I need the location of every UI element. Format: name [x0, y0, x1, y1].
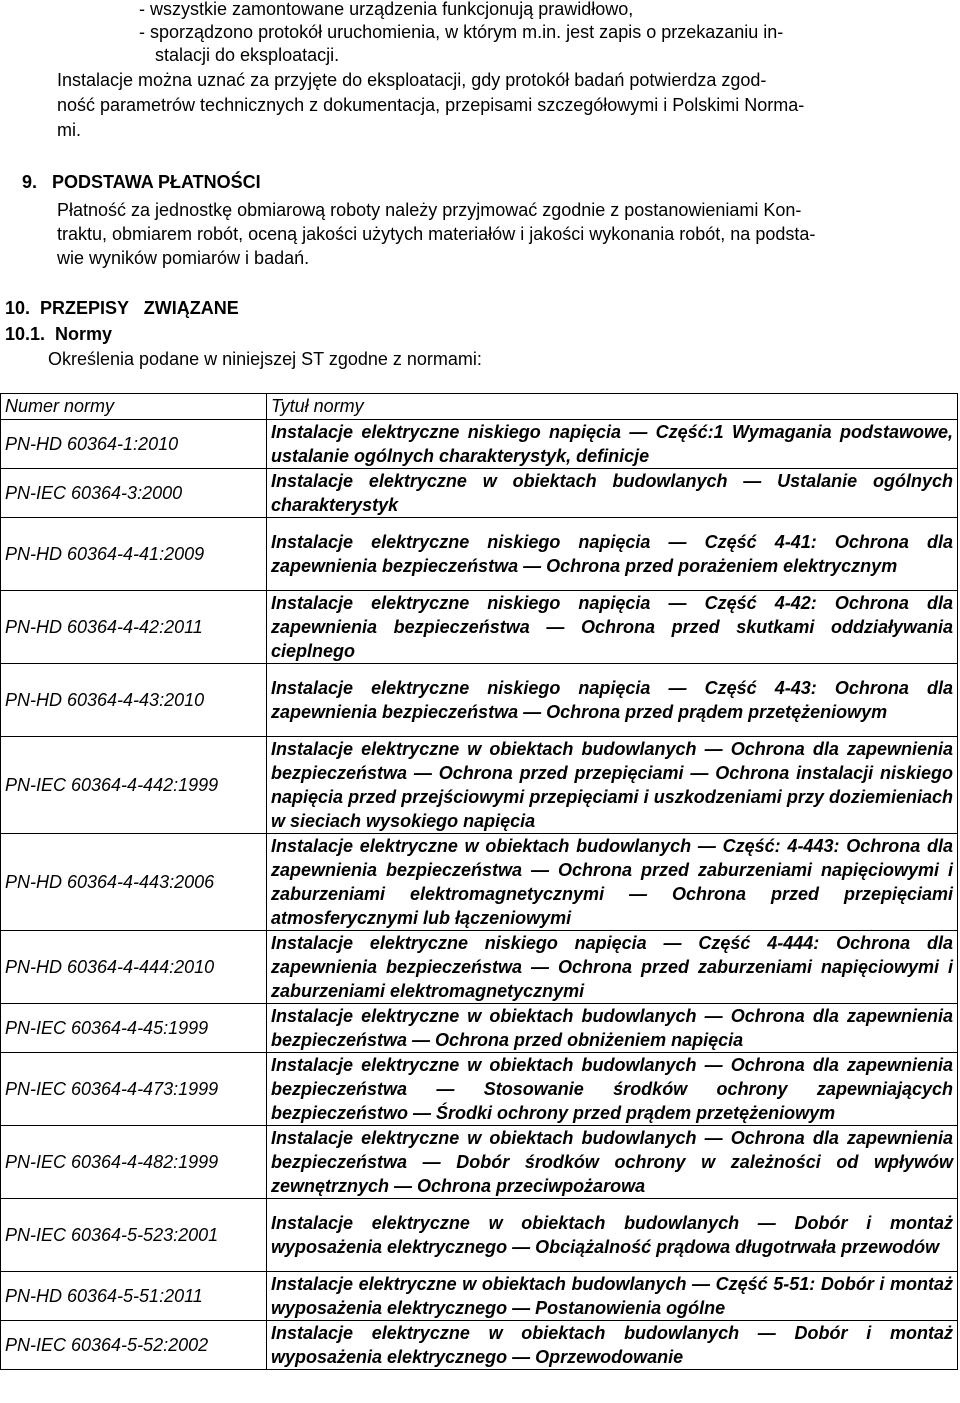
- section-9-line-1: Płatność za jednostkę obmiarową roboty należy przyjmować zgodnie z postanowieniami Kon-: [57, 200, 802, 220]
- norm-title: Instalacje elektryczne w obiektach budowlanych — Dobór i montaż wyposażenia elektrycznego — Oprzewodowanie: [267, 1321, 958, 1370]
- intro-line-5: ność parametrów technicznych z dokumentacja, przepisami szczegółowymi i Polskimi Norma-: [57, 95, 805, 115]
- norm-number: PN-IEC 60364-5-52:2002: [1, 1321, 267, 1370]
- norm-title: Instalacje elektryczne w obiektach budowlanych — Ustalanie ogólnych charakterystyk: [267, 469, 958, 518]
- norm-title: Instalacje elektryczne w obiektach budowlanych — Ochrona dla zapewnienia bezpieczeństwa — Ochrona przed przepięciami — Ochrona instalacji niskiego napięcia przed przejściowymi przepięciami i uszkodzeniami przy doziemieniach w sieciach wysokiego napięcia: [267, 737, 958, 834]
- norm-number: PN-IEC 60364-5-523:2001: [1, 1199, 267, 1272]
- header-number: Numer normy: [1, 394, 267, 420]
- table-row: [1, 518, 958, 591]
- norm-number: PN-IEC 60364-4-442:1999: [1, 737, 267, 834]
- table-row: [1, 737, 958, 834]
- table-row: [1, 931, 958, 1004]
- norm-number: PN-HD 60364-4-443:2006: [1, 834, 267, 931]
- norm-title: Instalacje elektryczne w obiektach budowlanych — Ochrona dla zapewnienia bezpieczeństwa — Stosowanie środków ochrony zapewniających bezpieczeństwo — Środki ochrony przed prądem przetężeniowym: [267, 1053, 958, 1126]
- norm-title: Instalacje elektryczne niskiego napięcia — Część 4-43: Ochrona dla zapewnienia bezpieczeństwa — Ochrona przed prądem przetężeniowym: [267, 664, 958, 737]
- section-9-line-2: traktu, obmiarem robót, oceną jakości użytych materiałów i jakości wykonania robót, na podsta-: [57, 224, 816, 244]
- table-row: [1, 1272, 958, 1321]
- table-row: [1, 1053, 958, 1126]
- table-header-row: [1, 394, 958, 420]
- section-9-heading: 9. PODSTAWA PŁATNOŚCI: [22, 172, 261, 192]
- section-10-1-heading: 10.1. Normy: [5, 324, 113, 344]
- norm-number: PN-IEC 60364-4-473:1999: [1, 1053, 267, 1126]
- section-9-line-3: wie wyników pomiarów i badań.: [57, 248, 310, 268]
- intro-line-2: - sporządzono protokół uruchomienia, w którym m.in. jest zapis o przekazaniu in-: [139, 22, 784, 42]
- norm-number: PN-HD 60364-4-444:2010: [1, 931, 267, 1004]
- norm-title: Instalacje elektryczne niskiego napięcia — Część 4-444: Ochrona dla zapewnienia bezpieczeństwa — Ochrona przed zaburzeniami napięciowymi i zaburzeniami elektromagnetycznymi: [267, 931, 958, 1004]
- intro-line-4: Instalacje można uznać za przyjęte do eksploatacji, gdy protokół badań potwierdza zgod-: [57, 70, 767, 90]
- norm-title: Instalacje elektryczne niskiego napięcia — Część 4-41: Ochrona dla zapewnienia bezpieczeństwa — Ochrona przed porażeniem elektrycznym: [267, 518, 958, 591]
- norm-number: PN-HD 60364-1:2010: [1, 420, 267, 469]
- norm-number: PN-HD 60364-4-42:2011: [1, 591, 267, 664]
- norm-title: Instalacje elektryczne w obiektach budowlanych — Ochrona dla zapewnienia bezpieczeństwa — Dobór środków ochrony w zależności od wpływów zewnętrznych — Ochrona przeciwpożarowa: [267, 1126, 958, 1199]
- table-row: [1, 591, 958, 664]
- norm-title: Instalacje elektryczne niskiego napięcia — Część 4-42: Ochrona dla zapewnienia bezpieczeństwa — Ochrona przed skutkami oddziaływania cieplnego: [267, 591, 958, 664]
- norm-title: Instalacje elektryczne niskiego napięcia — Część:1 Wymagania podstawowe, ustalanie ogólnych charakterystyk, definicje: [267, 420, 958, 469]
- table-row: [1, 834, 958, 931]
- table-row: [1, 1126, 958, 1199]
- norm-number: PN-HD 60364-5-51:2011: [1, 1272, 267, 1321]
- norm-title: Instalacje elektryczne w obiektach budowlanych — Część 5-51: Dobór i montaż wyposażenia elektrycznego — Postanowienia ogólne: [267, 1272, 958, 1321]
- table-row: [1, 1199, 958, 1272]
- table-row: [1, 664, 958, 737]
- table-row: [1, 1004, 958, 1053]
- section-10-heading: 10. PRZEPISY ZWIĄZANE: [5, 298, 239, 318]
- intro-line-6: mi.: [57, 120, 81, 140]
- norms-table: [0, 393, 958, 1370]
- table-row: [1, 1321, 958, 1370]
- norm-number: PN-IEC 60364-4-45:1999: [1, 1004, 267, 1053]
- norm-number: PN-IEC 60364-4-482:1999: [1, 1126, 267, 1199]
- norm-title: Instalacje elektryczne w obiektach budowlanych — Dobór i montaż wyposażenia elektrycznego — Obciążalność prądowa długotrwała przewodów: [267, 1199, 958, 1272]
- table-row: [1, 420, 958, 469]
- norm-title: Instalacje elektryczne w obiektach budowlanych — Część: 4-443: Ochrona dla zapewnienia bezpieczeństwa — Ochrona przed zaburzeniami napięciowymi i zaburzeniami elektromagnetycznymi — Ochrona przed przepięciami atmosferycznymi lub łączeniowymi: [267, 834, 958, 931]
- norm-number: PN-HD 60364-4-41:2009: [1, 518, 267, 591]
- norm-number: PN-IEC 60364-3:2000: [1, 469, 267, 518]
- table-row: [1, 469, 958, 518]
- intro-line-3: stalacji do eksploatacji.: [155, 45, 340, 65]
- header-title: Tytuł normy: [267, 394, 958, 420]
- norms-intro: Określenia podane w niniejszej ST zgodne z normami:: [48, 349, 482, 369]
- norm-title: Instalacje elektryczne w obiektach budowlanych — Ochrona dla zapewnienia bezpieczeństwa — Ochrona przed obniżeniem napięcia: [267, 1004, 958, 1053]
- intro-line-1: - wszystkie zamontowane urządzenia funkcjonują prawidłowo,: [139, 0, 634, 19]
- norm-number: PN-HD 60364-4-43:2010: [1, 664, 267, 737]
